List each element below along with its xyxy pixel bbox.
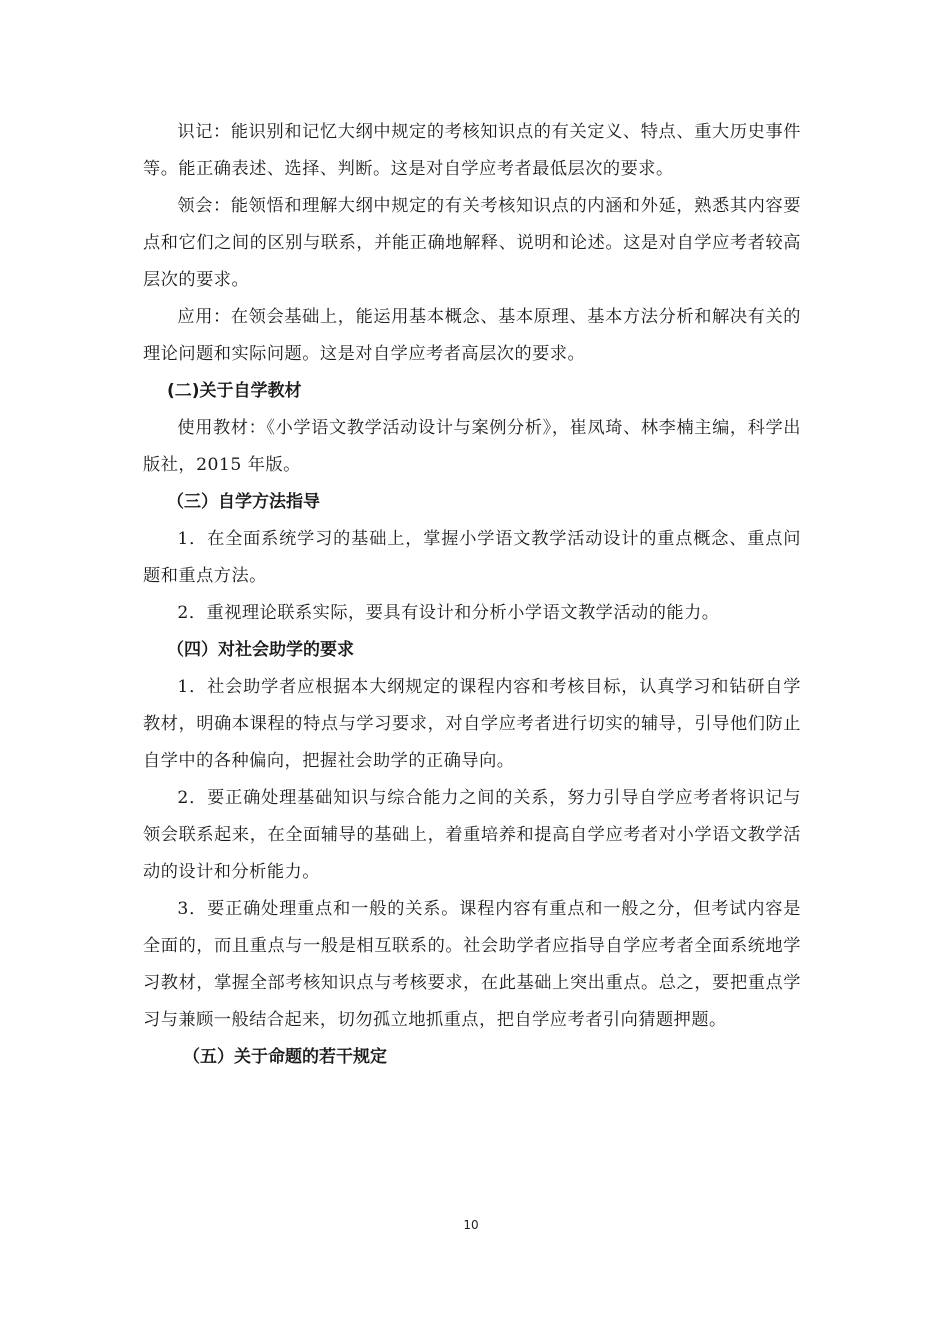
paragraph-recall: 识记：能识别和记忆大纲中规定的考核知识点的有关定义、特点、重大历史事件等。能正确表述、选择、判断。这是对自学应考者最低层次的要求。 bbox=[143, 122, 801, 179]
paragraph-assistance-2: 2．要正确处理基础知识与综合能力之间的关系，努力引导自学应考者将识记与领会联系起来，在全面辅导的基础上，着重培养和提高自学应考者对小学语文教学活动的设计和分析能力。 bbox=[143, 788, 801, 882]
document-body bbox=[143, 114, 801, 1076]
page-number: 10 bbox=[463, 1218, 479, 1232]
paragraph-assistance-1: 1．社会助学者应根据本大纲规定的课程内容和考核目标，认真学习和钻研自学教材，明确本课程的特点与学习要求，对自学应考者进行切实的辅导，引导他们防止自学中的各种偏向，把握社会助学的正确导向。 bbox=[143, 677, 801, 771]
paragraph-assistance-3: 3．要正确处理重点和一般的关系。课程内容有重点和一般之分，但考试内容是全面的，而且重点与一般是相互联系的。社会助学者应指导自学应考者全面系统地学习教材，掌握全部考核知识点与考核要求，在此基础上突出重点。总之，要把重点学习与兼顾一般结合起来，切勿孤立地抓重点，把自学应考者引向猜题押题。 bbox=[143, 899, 801, 1030]
section-heading-social-assistance: （四）对社会助学的要求 bbox=[167, 640, 354, 660]
paragraph-application: 应用：在领会基础上，能运用基本概念、基本原理、基本方法分析和解决有关的理论问题和实际问题。这是对自学应考者高层次的要求。 bbox=[143, 307, 801, 364]
paragraph-comprehension: 领会：能领悟和理解大纲中规定的有关考核知识点的内涵和外延，熟悉其内容要点和它们之间的区别与联系，并能正确地解释、说明和论述。这是对自学应考者较高层次的要求。 bbox=[143, 196, 801, 290]
paragraph-textbook: 使用教材：《小学语文教学活动设计与案例分析》，崔凤琦、林李楠主编，科学出版社，2015 年版。 bbox=[143, 418, 801, 475]
paragraph-method-2: 2．重视理论联系实际，要具有设计和分析小学语文教学活动的能力。 bbox=[177, 603, 720, 623]
section-heading-exam-rules: （五）关于命题的若干规定 bbox=[183, 1047, 387, 1067]
paragraph-method-1: 1．在全面系统学习的基础上，掌握小学语文教学活动设计的重点概念、重点问题和重点方法。 bbox=[143, 529, 801, 586]
section-heading-textbook: (二)关于自学教材 bbox=[167, 381, 302, 401]
section-heading-study-method: （三）自学方法指导 bbox=[167, 492, 320, 512]
